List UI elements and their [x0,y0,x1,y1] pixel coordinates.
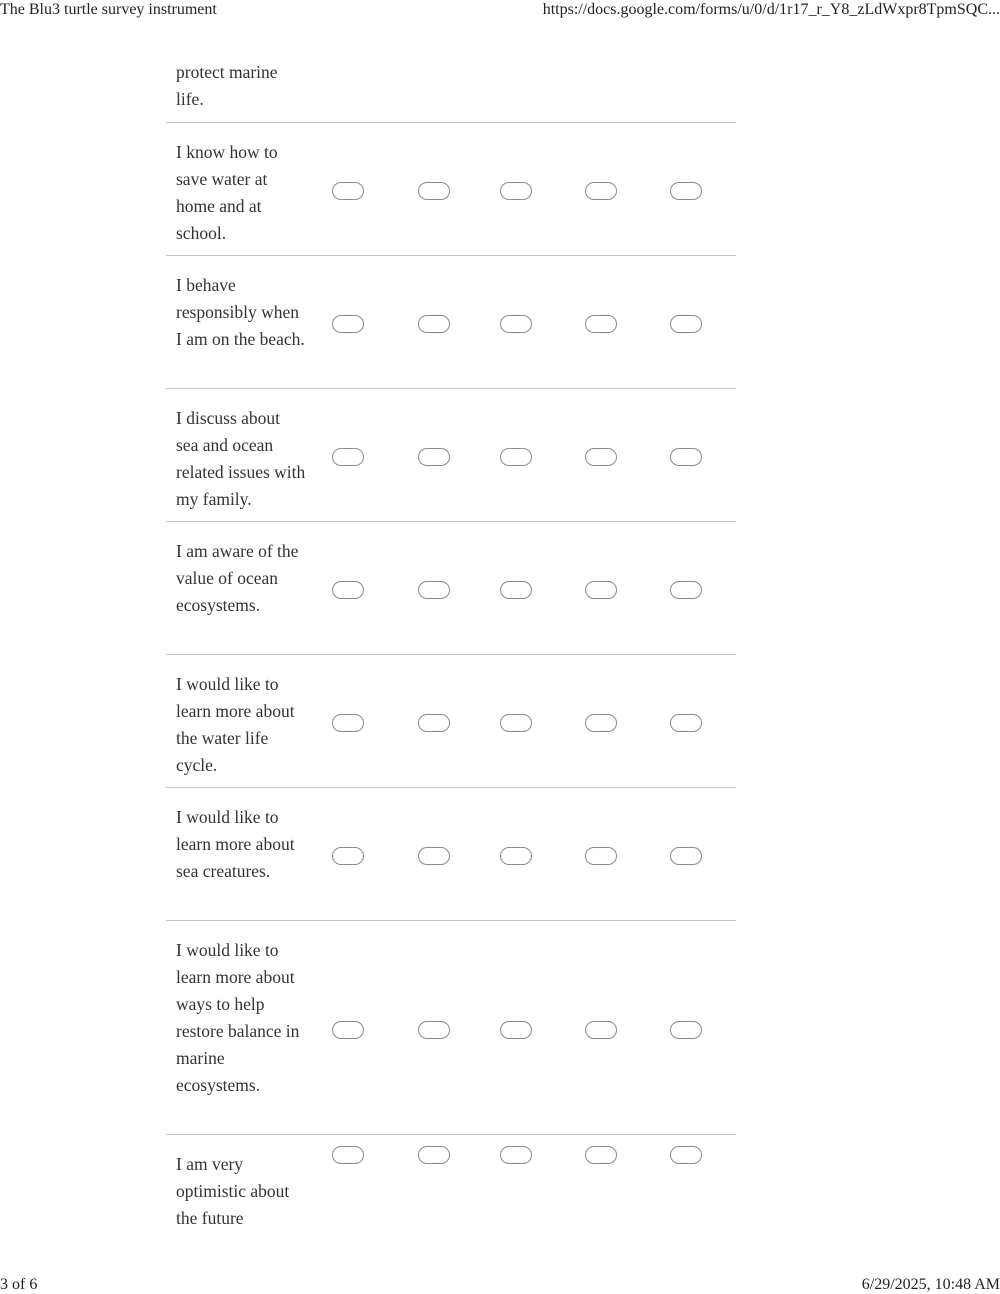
row-label: I behave responsibly when I am on the beach. [176,275,305,349]
grid-row [166,655,736,788]
radio-option-4[interactable] [585,182,617,200]
row-label: I am very optimistic about the future [176,1154,290,1228]
row-label: I know how to save water at home and at school. [176,142,278,243]
radio-option-5[interactable] [670,448,702,466]
grid-row [166,522,736,655]
grid-row [166,921,736,1135]
radio-option-2[interactable] [418,714,450,732]
grid-row [166,389,736,522]
row-label: I would like to learn more about ways to help restore balance in marine ecosystems. [176,940,300,1095]
radio-option-1[interactable] [332,714,364,732]
radio-option-2[interactable] [418,182,450,200]
radio-option-3[interactable] [500,581,532,599]
radio-option-2[interactable] [418,847,450,865]
document-title: The Blu3 turtle survey instrument [0,1,217,18]
radio-option-4[interactable] [585,847,617,865]
radio-option-4[interactable] [585,315,617,333]
radio-option-1[interactable] [332,315,364,333]
radio-option-1[interactable] [332,1146,364,1164]
radio-option-5[interactable] [670,714,702,732]
radio-option-1[interactable] [332,182,364,200]
radio-option-3[interactable] [500,182,532,200]
row-label: I am aware of the value of ocean ecosystems. [176,541,299,615]
row-label: protect marine life. [176,62,278,109]
likert-grid [166,44,736,1245]
print-timestamp: 6/29/2025, 10:48 AM [861,1276,1000,1293]
radio-option-4[interactable] [585,714,617,732]
radio-option-5[interactable] [670,1146,702,1164]
radio-option-2[interactable] [418,315,450,333]
radio-option-1[interactable] [332,847,364,865]
page-number: 3 of 6 [0,1276,38,1293]
radio-option-4[interactable] [585,448,617,466]
radio-option-2[interactable] [418,581,450,599]
row-label: I discuss about sea and ocean related issues with my family. [176,408,306,509]
radio-option-5[interactable] [670,1021,702,1039]
row-label: I would like to learn more about the water life cycle. [176,674,295,775]
grid-row [166,256,736,389]
radio-option-3[interactable] [500,1021,532,1039]
radio-option-2[interactable] [418,448,450,466]
radio-option-4[interactable] [585,1146,617,1164]
grid-row [166,788,736,921]
radio-option-3[interactable] [500,1146,532,1164]
grid-row [166,1135,736,1245]
print-header [0,0,1000,22]
row-label: I would like to learn more about sea creatures. [176,807,295,881]
radio-option-4[interactable] [585,581,617,599]
radio-option-2[interactable] [418,1021,450,1039]
page-url: https://docs.google.com/forms/u/0/d/1r17_r_Y8_zLdWxpr8TpmSQC... [542,1,1000,18]
radio-option-3[interactable] [500,448,532,466]
radio-option-1[interactable] [332,1021,364,1039]
radio-option-3[interactable] [500,315,532,333]
radio-option-1[interactable] [332,448,364,466]
radio-option-5[interactable] [670,315,702,333]
radio-option-3[interactable] [500,847,532,865]
radio-option-5[interactable] [670,182,702,200]
grid-row [166,123,736,256]
radio-option-2[interactable] [418,1146,450,1164]
radio-option-5[interactable] [670,847,702,865]
radio-option-3[interactable] [500,714,532,732]
print-footer [0,1276,1000,1294]
grid-row [166,44,736,123]
radio-option-4[interactable] [585,1021,617,1039]
radio-option-5[interactable] [670,581,702,599]
radio-option-1[interactable] [332,581,364,599]
